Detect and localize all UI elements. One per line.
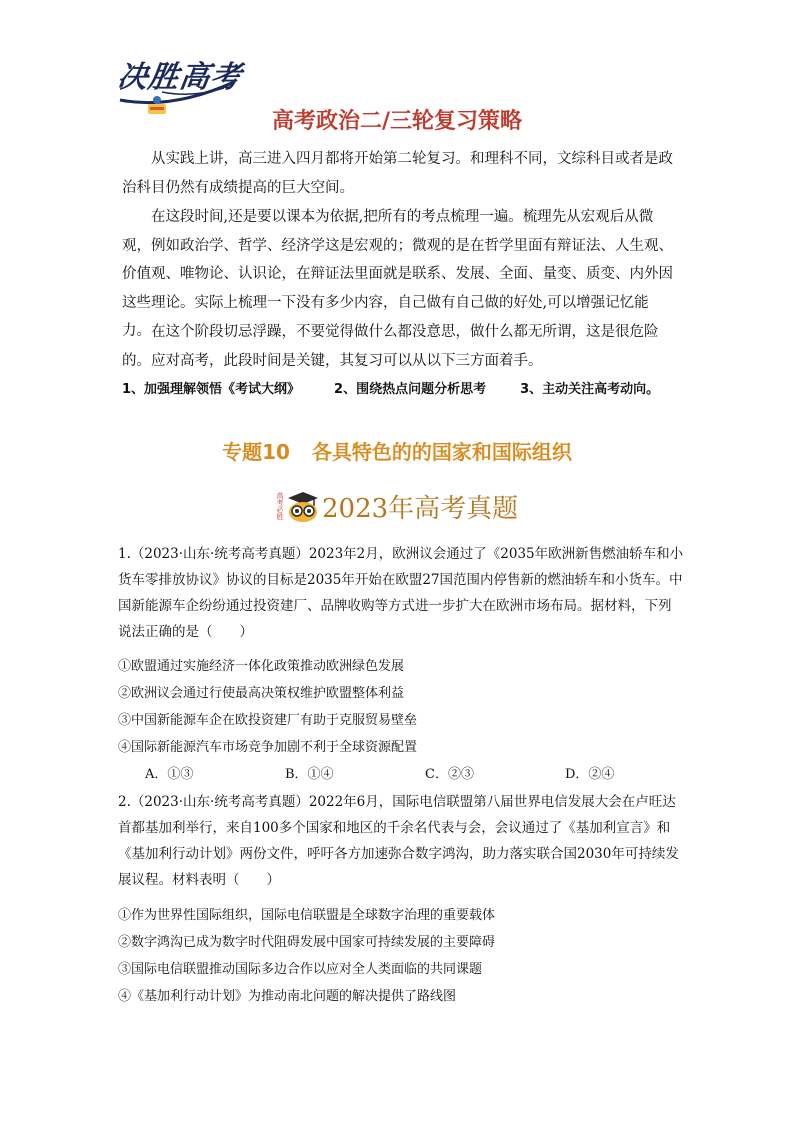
answer-choice: C．②③: [425, 767, 474, 782]
topic-name: 各具特色的的国家和国际组织: [311, 440, 572, 464]
question-2-stem: 2.（2023·山东·统考高考真题）2022年6月，国际电信联盟第八届世界电信发展大会在卢旺达首都基加利举行，来自100多个国家和地区的千余名代表与会，会议通过了《基加利宣言》和《基加利行动计划》两份文件，呼吁各方加速弥合数字鸿沟，助力落实联合国2030年可持续发展议程。材料表明（ ）: [118, 794, 679, 888]
strategy-point: 3、主动关注高考动向。: [520, 382, 660, 397]
q1-option: ②欧洲议会通过行使最高决策权维护欧盟整体利益: [118, 686, 405, 701]
strategy-points: [122, 378, 682, 397]
banner-title: 2023年高考真题: [322, 493, 519, 524]
question-1-stem: 1.（2023·山东·统考高考真题）2023年2月，欧洲议会通过了《2035年欧洲新售燃油轿车和小货车零排放协议》协议的目标是2035年开始在欧盟27国范围内停售新的燃油轿车和小货车。中国新能源车企纷纷通过投资建厂、品牌收购等方式进一步扩大在欧洲市场布局。据材料，下列说法正确的是（ ）: [118, 546, 684, 640]
strategy-point: 2、围绕热点问题分析思考: [334, 382, 487, 397]
logo-text: 决胜高考: [115, 60, 244, 95]
q1-option: ④国际新能源汽车市场竞争加剧不利于全球资源配置: [118, 740, 418, 755]
q1-option: ③中国新能源车企在欧投资建厂有助于克服贸易壁垒: [118, 713, 418, 728]
intro-paragraph-2: 在这段时间,还是要以课本为依据,把所有的考点梳理一遍。梳理先从宏观后从微观，例如政治学、哲学、经济学这是宏观的；微观的是在哲学里面有辩证法、人生观、价值观、唯物论、认识论，在辩证法里面就是联系、发展、全面、量变、质变、内外因这些理论。实际上梳理一下没有多少内容，自己做有自己做的好处,可以增强记忆能力。: [122, 209, 673, 339]
topic-number: 专题10: [222, 440, 290, 464]
q1-option: ①欧盟通过实施经济一体化政策推动欧洲绿色发展: [118, 659, 405, 674]
q2-option: ④《基加利行动计划》为推动南北问题的解决提供了路线图: [118, 989, 457, 1004]
q2-option: ①作为世界性国际组织，国际电信联盟是全球数字治理的重要载体: [118, 908, 496, 923]
answer-choice: D．②④: [565, 767, 615, 782]
year-banner: [270, 486, 518, 526]
owl-graduate-icon: [286, 489, 320, 523]
answer-choice: B．①④: [285, 767, 334, 782]
topic-heading: [0, 436, 794, 465]
q2-option: ②数字鸿沟已成为数字时代阻碍发展中国家可持续发展的主要障碍: [118, 935, 496, 950]
answer-choice: A．①③: [145, 767, 194, 782]
banner-mini-text: 高考必胜: [276, 492, 284, 520]
intro-paragraph-1: 从实践上讲，高三进入四月都将开始第二轮复习。和理科不同，文综科目或者是政治科目仍然有成绩提高的巨大空间。: [122, 151, 673, 196]
intro-paragraph-3: 在这个阶段切忌浮躁，不要觉得做什么都没意思，做什么都无所谓，这是很危险的。应对高考，此段时间是关键，其复习可以从以下三方面着手。: [122, 324, 659, 369]
page-title: 高考政治二/三轮复习策略: [271, 109, 523, 134]
q1-answer-choices: [145, 763, 705, 782]
strategy-point: 1、加强理解领悟《考试大纲》: [122, 382, 301, 397]
q2-option: ③国际电信联盟推动国际多边合作以应对全人类面临的共同课题: [118, 962, 483, 977]
